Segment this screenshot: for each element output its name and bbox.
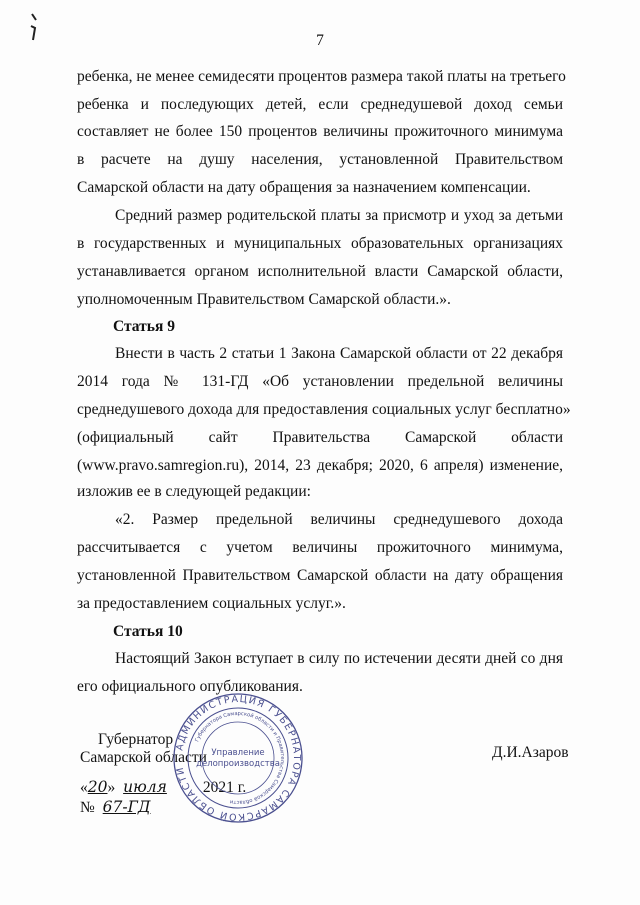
article-heading: Статья 9 — [113, 318, 175, 335]
seal-center-line2: делопроизводства — [196, 759, 280, 769]
body-line: уполномоченным Правительством Самарской области.». — [77, 291, 451, 308]
date-day: 20 — [87, 778, 108, 796]
seal-inner-textpath: Губернатора Самарской области и Правительства Самарской области — [194, 710, 286, 806]
body-line: 2014 года № 131-ГД «Об установлении предельной величины — [77, 373, 563, 390]
number-prefix: № — [80, 799, 95, 816]
body-line: устанавливается органом исполнительной власти Самарской области, — [77, 263, 563, 280]
official-seal — [172, 692, 304, 824]
body-line: (www.pravo.samregion.ru), 2014, 23 декабря; 2020, 6 апреля) изменение, — [77, 457, 563, 474]
body-line: Самарской области на дату обращения за назначением компенсации. — [77, 179, 531, 196]
body-line: изложив ее в следующей редакции: — [77, 483, 311, 500]
body-line: среднедушевого дохода для предоставления социальных услуг бесплатно» — [77, 401, 571, 418]
body-line: «2. Размер предельной величины среднедушевого дохода — [115, 511, 563, 528]
body-line: Внести в часть 2 статьи 1 Закона Самарской области от 22 декабря — [115, 345, 563, 362]
body-line: Средний размер родительской платы за присмотр и уход за детьми — [115, 207, 563, 224]
body-line: (официальный сайт Правительства Самарской области — [77, 429, 563, 446]
body-line: Настоящий Закон вступает в силу по истечении десяти дней со дня — [115, 650, 563, 667]
date-month: июля — [123, 778, 167, 796]
body-line: в расчете на душу населения, установленной Правительством — [77, 151, 563, 168]
seal-middle-ring — [188, 708, 288, 808]
article-heading: Статья 10 — [113, 623, 183, 640]
page-number: 7 — [316, 32, 324, 49]
body-line: его официального опубликования. — [77, 678, 303, 695]
number-value: 67-ГД — [102, 798, 151, 816]
body-line: ребенка и последующих детей, если среднедушевой доход семьи — [77, 96, 563, 113]
signatory-title-line1: Губернатор — [98, 731, 174, 748]
signing-date: «20» июля 2021 г. — [80, 778, 247, 796]
body-line: ребенка, не менее семидесяти процентов размера такой платы на третьего — [77, 68, 566, 85]
body-line: установленной Правительством Самарской области на дату обращения — [77, 567, 563, 584]
signatory-name: Д.И.Азаров — [492, 744, 569, 761]
seal-ring-textpath: АДМИНИСТРАЦИЯ ГУБЕРНАТОРА САМАРСКОЙ ОБЛАСТИ — [174, 693, 303, 823]
body-line: составляет не более 150 процентов величины прожиточного минимума — [77, 123, 563, 140]
body-line: за предоставлением социальных услуг.». — [77, 595, 346, 612]
signatory-title-line2: Самарской области — [80, 749, 207, 766]
body-line: рассчитывается с учетом величины прожиточного минимума, — [77, 539, 563, 556]
date-year: 2021 г. — [202, 779, 247, 796]
seal-inner-ring — [202, 722, 274, 794]
body-line: в государственных и муниципальных образовательных организациях — [77, 235, 563, 252]
law-number — [80, 798, 171, 817]
seal-center-line1: Управление — [211, 748, 265, 758]
